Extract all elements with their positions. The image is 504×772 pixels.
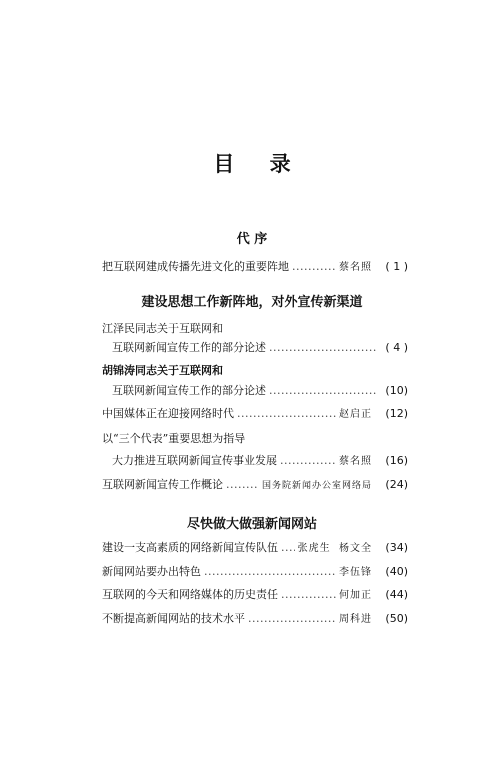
toc-entry[interactable] [102,405,408,422]
entry-page-number: (16) [385,454,408,467]
entry-page-number: (40) [385,565,408,578]
dot-leader [269,341,377,354]
toc-entry-lead [102,430,408,447]
dot-leader [237,407,336,420]
dot-leader [281,588,336,601]
dot-leader [281,541,295,554]
dot-leader [280,454,336,467]
dot-leader [248,612,336,625]
entry-author: 蔡名照 [339,456,372,467]
entry-author: 张虎生 杨文全 [297,543,372,554]
entry-title: 互联网新闻宣传工作的部分论述 [112,341,266,354]
dot-leader [269,384,377,397]
toc-entry[interactable] [102,586,408,603]
toc-entry[interactable] [112,382,408,399]
entry-title: 把互联网建成传播先进文化的重要阵地 [102,260,289,273]
entry-title: 不断提高新闻网站的技术水平 [102,612,245,625]
entry-page-number: (10) [385,384,408,397]
entry-title-lead: 江泽民同志关于互联网和 [102,322,223,335]
page-title: 目 录 [213,152,305,176]
dot-leader [204,565,336,578]
toc-entry-lead [102,362,408,379]
entry-page-number: (50) [385,612,408,625]
entry-page-number: ( 1 ) [385,260,408,273]
entry-page-number: (34) [385,541,408,554]
toc-entry[interactable] [112,339,408,356]
entry-title: 中国媒体正在迎接网络时代 [102,407,234,420]
section-heading: 建设思想工作新阵地，对外宣传新渠道 [141,295,363,310]
entry-author: 李伍锋 [339,567,372,578]
entry-author: 周科进 [339,614,372,625]
dot-leader [226,478,259,491]
toc-entry[interactable] [102,539,408,556]
section-heading: 尽快做大做强新闻网站 [186,517,317,532]
entry-title-lead: 以“三个代表”重要思想为指导 [102,432,246,445]
toc-entry[interactable] [102,258,408,275]
entry-author: 蔡名照 [339,262,372,273]
entry-title: 互联网新闻宣传工作概论 [102,478,223,491]
entry-page-number: (44) [385,588,408,601]
entry-page-number: (24) [385,478,408,491]
entry-title: 互联网新闻宣传工作的部分论述 [112,384,266,397]
toc-entry[interactable] [102,476,408,493]
entry-page-number: (12) [385,407,408,420]
entry-author: 何加正 [339,590,372,601]
entry-page-number: ( 4 ) [385,341,408,354]
toc-entry[interactable] [112,452,408,469]
entry-title-lead: 胡锦涛同志关于互联网和 [102,364,223,377]
entry-author: 国务院新闻办公室网络局 [261,481,372,491]
dot-leader [292,260,336,273]
entry-title: 大力推进互联网新闻宣传事业发展 [112,454,277,467]
entry-author: 赵启正 [339,409,372,420]
toc-entry-lead [102,320,408,337]
entry-title: 建设一支高素质的网络新闻宣传队伍 [102,541,278,554]
section-heading: 代 序 [236,232,268,247]
toc-entry[interactable] [102,563,408,580]
entry-title: 互联网的今天和网络媒体的历史责任 [102,588,278,601]
entry-title: 新闻网站要办出特色 [102,565,201,578]
toc-entry[interactable] [102,610,408,627]
